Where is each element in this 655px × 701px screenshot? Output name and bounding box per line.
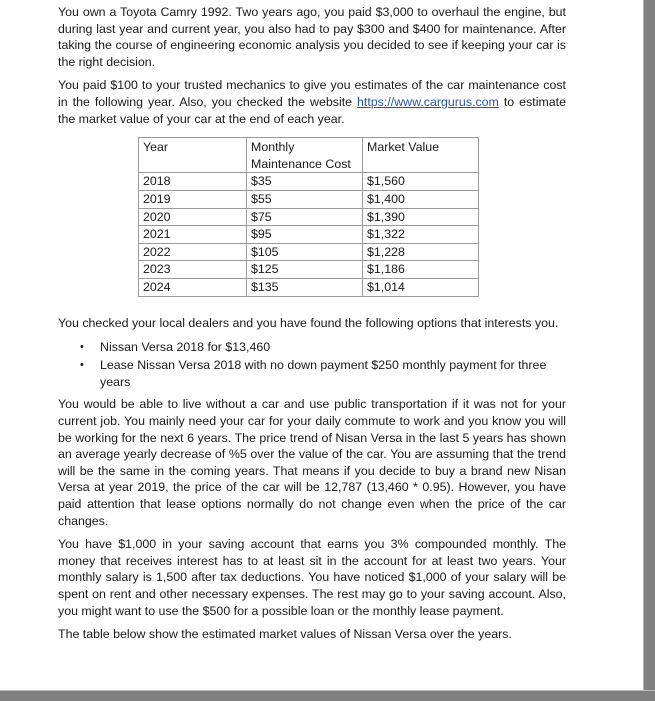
- options-list: [58, 339, 566, 391]
- cell-market-value: $1,228: [363, 243, 479, 261]
- header-year: Year: [139, 138, 247, 173]
- cell-maintenance: $35: [247, 173, 363, 191]
- paragraph-dealers-intro: You checked your local dealers and you have found the following options that interests you.: [58, 316, 559, 330]
- cell-maintenance: $95: [247, 226, 363, 244]
- cargurus-link[interactable]: https://www.cargurus.com: [357, 94, 499, 109]
- bullet-icon: •: [80, 340, 84, 353]
- viewer-bottom-edge: [0, 690, 655, 701]
- cell-maintenance: $105: [247, 243, 363, 261]
- table-row: [139, 278, 479, 296]
- option-text: Nissan Versa 2018 for $13,460: [100, 339, 271, 354]
- paragraph-final: The table below show the estimated market values of Nissan Versa over the years.: [58, 627, 512, 642]
- table-row: [139, 208, 479, 226]
- paragraph-mechanics: [58, 77, 566, 127]
- paragraph-commute: You would be able to live without a car and use public transportation if it was not for your current job. You mainly need your car for your daily commute to work and you know you will be working for the next 6 years. The price trend of Nisan Versa in the last 5 years has shown an average yearly decrease of %5 over the value of the car. You are assuming that the trend will be the same in the coming years. That means if you decide to buy a brand new Nisan Versa at year 2019, the price of the car will be 12,787 (13,460 * 0.95). However, you have paid attention that lease options normally do not change even when the price of the car changes.: [58, 397, 566, 528]
- table-row: [139, 243, 479, 261]
- paragraph-mechanics-text-1: You paid $100 to your trusted mechanics to give you estimates of the car maintenance cost in the following year. Also, you checked the website: [58, 78, 566, 109]
- cell-market-value: $1,400: [363, 190, 479, 208]
- cell-year: 2021: [139, 226, 247, 244]
- cell-market-value: $1,560: [363, 173, 479, 191]
- bullet-icon: •: [80, 359, 84, 372]
- paragraph-intro: You own a Toyota Camry 1992. Two years ago, you paid $3,000 to overhaul the engine, but during last year and current year, you also had to pay $300 and $400 for maintenance. After taking the course of engineering economic analysis you decided to see if keeping your car is the right decision.: [58, 5, 566, 69]
- paragraph-savings: You have $1,000 in your saving account that earns you 3% compounded monthly. The money that receives interest has to at least sit in the account for at least two years. Your monthly salary is 1,500 after tax deductions. You have noticed $1,000 of your salary will be spent on rent and other necessary expenses. The rest may go to your saving account. Also, you might want to use the $500 for a possible loan or the monthly lease payment.: [58, 537, 566, 618]
- table-row: [139, 261, 479, 279]
- list-item: [80, 357, 566, 390]
- cell-market-value: $1,014: [363, 278, 479, 296]
- cell-market-value: $1,186: [363, 261, 479, 279]
- table-header-row: [139, 138, 479, 173]
- option-text: Lease Nissan Versa 2018 with no down payment $250 monthly payment for three years: [100, 358, 547, 389]
- document-body-top: [58, 4, 566, 297]
- header-market-value: Market Value: [363, 138, 479, 173]
- cell-year: 2020: [139, 208, 247, 226]
- viewer-right-edge: [643, 0, 655, 700]
- cell-maintenance: $135: [247, 278, 363, 296]
- paragraph-mechanics-text-2: to estimate the market value of your car at the end of each year.: [58, 94, 567, 126]
- cell-year: 2019: [139, 190, 247, 208]
- list-item: [80, 339, 566, 356]
- cell-maintenance: $125: [247, 261, 363, 279]
- cell-year: 2024: [139, 278, 247, 296]
- cell-maintenance: $75: [247, 208, 363, 226]
- table-row: [139, 226, 479, 244]
- cell-maintenance: $55: [247, 190, 363, 208]
- table-row: [139, 173, 479, 191]
- cell-market-value: $1,322: [363, 226, 479, 244]
- maintenance-table: [138, 137, 479, 296]
- header-monthly-maintenance: Monthly Maintenance Cost: [247, 138, 363, 173]
- document-body-bottom: [58, 315, 566, 650]
- cell-year: 2023: [139, 261, 247, 279]
- cell-year: 2018: [139, 173, 247, 191]
- maintenance-table-wrapper: [138, 137, 566, 296]
- cell-year: 2022: [139, 243, 247, 261]
- cell-market-value: $1,390: [363, 208, 479, 226]
- table-row: [139, 190, 479, 208]
